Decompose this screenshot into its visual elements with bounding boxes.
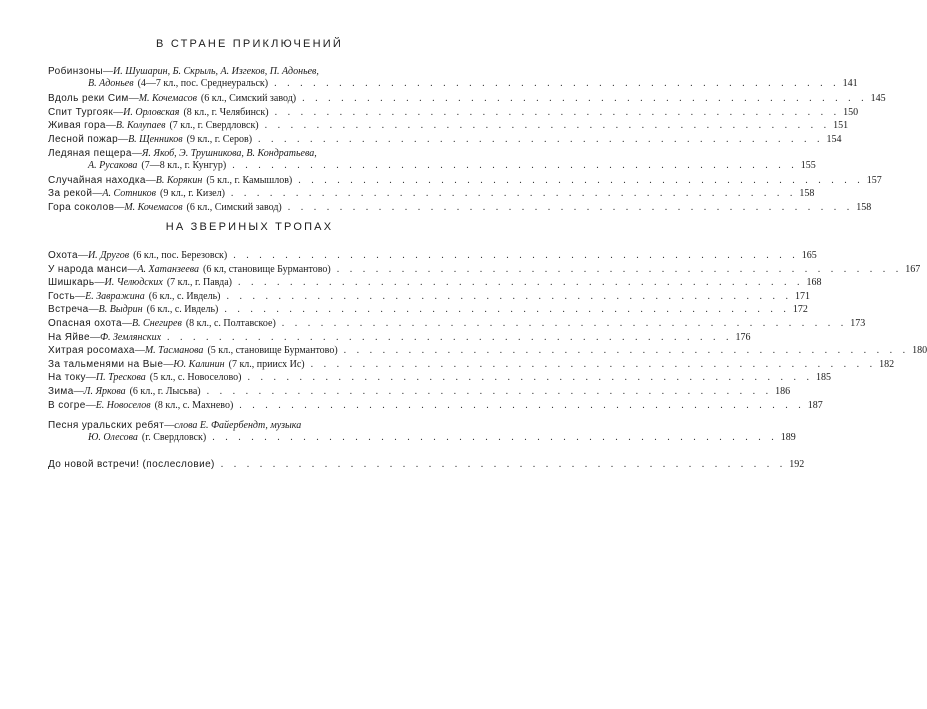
entry-author: А. Русакова <box>88 159 138 171</box>
leader-dots <box>331 264 899 276</box>
toc-entry-line: За тальменями на Вые — Ю. Калинин (7 кл., приисх Ис) . . . 182 <box>48 359 460 371</box>
toc-entry-line: Робинзоны — И. Шушарин, Б. Скрыль, А. Изгеков, П. Адоньев, <box>48 66 319 77</box>
page-number: 180 <box>912 345 927 357</box>
entry-author: А. Сотников <box>102 188 157 200</box>
entry-title: Случайная находка <box>48 174 146 186</box>
page-number: 187 <box>807 399 823 411</box>
leader-dots <box>268 78 836 90</box>
leader-dots <box>221 291 789 303</box>
toc-entry-line: Охота — И. Другов (6 кл., пос. Березовск) . . . 165 <box>48 250 460 262</box>
toc-entry <box>48 372 831 384</box>
toc-entry-line: Хитрая росомаха — М. Тасманова (5 кл., становище Бурмантово) . . . 180 <box>48 345 460 357</box>
page-number: 151 <box>833 120 849 132</box>
entry-title: За тальменями на Вые <box>48 358 164 370</box>
entry-author: В. Адоньев <box>88 78 134 89</box>
toc-entry-line: Шишкарь — И. Челюдских (7 кл., г. Павда) . . . 168 <box>48 277 460 289</box>
toc-entry <box>48 202 872 214</box>
entry-author: Я. Якоб, Э. Трушникова, В. Кондратьева, <box>141 147 317 159</box>
entry-title: Встреча <box>48 304 89 316</box>
entry-details: (4—7 кл., пос. Среднеуральск) <box>137 78 269 89</box>
entry-author: Е. Завражина <box>85 290 145 302</box>
entry-details: (5 кл., становище Бурмантово) <box>207 345 338 357</box>
entry-author: Ю. Олесова <box>88 432 138 443</box>
toc-entry <box>48 399 823 412</box>
page-number: 185 <box>815 372 831 384</box>
entry-author: Е. Новоселов <box>95 399 151 411</box>
entry-details: (6 кл, становище Бурмантово) <box>203 263 331 275</box>
entry-details: (6 кл., Симский завод) <box>186 202 282 213</box>
leader-dots <box>201 386 769 398</box>
entry-title: Лесной пожар <box>48 134 119 145</box>
entry-details: (г. Свердловск) <box>141 432 207 443</box>
page-number: 157 <box>866 174 882 186</box>
toc-entry <box>48 93 886 105</box>
leader-dots <box>276 318 844 330</box>
page-number: 176 <box>735 331 751 343</box>
entry-title: Вдоль реки Сим <box>48 93 129 105</box>
entry-title: Спит Тургояк <box>48 106 114 118</box>
toc-entry-line <box>48 459 805 471</box>
entry-details: (9 кл., г. Серов) <box>186 134 253 145</box>
toc-entry-line: За рекой — А. Сотников (9 кл., г. Кизел) . . . 158 <box>48 188 460 200</box>
page-number: 141 <box>842 78 858 89</box>
leader-dots <box>232 277 800 289</box>
entry-details: (8 кл., г. Челябинск) <box>183 106 269 118</box>
leader-dots <box>215 459 783 471</box>
page-number: 168 <box>806 277 822 289</box>
entry-author: А. Хатанзеева <box>137 263 200 275</box>
entry-details: (7 кл., г. Павда) <box>166 277 232 289</box>
toc-entry <box>48 188 815 200</box>
page-number: 158 <box>856 202 872 213</box>
toc-entry-line: Случайная находка — В. Корякин (5 кл., г. Камышлов) . . . 157 <box>48 175 460 187</box>
toc-entry <box>48 331 751 344</box>
entry-details: (5 кл., с. Новоселово) <box>149 372 242 384</box>
entry-author: И. Челюдских <box>104 277 163 289</box>
toc-entry-line: Гора соколов — М. Кочемасов (6 кл., Симский завод) . . . 158 <box>48 202 460 214</box>
entry-details: (9 кл., г. Кизел) <box>160 188 225 200</box>
page-number: 171 <box>795 290 810 302</box>
page-number: 150 <box>843 106 859 118</box>
entry-author: Ф. Землянских <box>99 331 162 343</box>
toc-entry <box>48 304 808 316</box>
entry-title: В согре <box>48 399 86 411</box>
entry-title: Робинзоны <box>48 66 103 77</box>
entry-title: За рекой <box>48 188 93 200</box>
leader-dots <box>225 188 793 200</box>
leader-dots <box>282 202 850 214</box>
entry-author: М. Кочемасов <box>138 93 197 105</box>
toc-entry-line <box>48 159 816 172</box>
page-number: 192 <box>789 459 805 470</box>
entry-details: (6 кл., с. Ивдель) <box>148 290 221 302</box>
toc-entry <box>48 386 791 398</box>
entry-title: Хитрая росомаха <box>48 345 135 357</box>
toc-entry-line: Встреча — В. Выдрин (6 кл., с. Ивдель) . . . 172 <box>48 304 460 316</box>
entry-title: Шишкарь <box>48 277 95 289</box>
toc-entry <box>48 358 895 371</box>
leader-dots <box>227 250 795 262</box>
entry-author: В. Снегирев <box>131 318 182 329</box>
page-number: 165 <box>801 250 817 261</box>
entry-details: (8 кл., с. Махнево) <box>154 399 234 411</box>
toc-entry-line <box>48 432 796 444</box>
leader-dots <box>233 400 801 412</box>
entry-title: На току <box>48 372 86 384</box>
entry-title: Опасная охота <box>48 318 122 329</box>
leader-dots <box>305 359 873 371</box>
toc-entry-line: Гость — Е. Завражина (6 кл., с. Ивдель) . . . 171 <box>48 291 460 303</box>
entry-title: На Яйве <box>48 331 90 343</box>
page-number: 155 <box>800 159 816 171</box>
page-number: 173 <box>850 318 866 329</box>
entry-title: Гора соколов <box>48 202 115 213</box>
leader-dots <box>206 432 774 444</box>
entry-author: П. Трескова <box>95 372 146 384</box>
entry-details: (5 кл., г. Камышлов) <box>206 174 293 186</box>
section-title-adventures: В СТРАНЕ ПРИКЛЮЧЕНИЙ <box>156 38 343 50</box>
toc-entry <box>48 134 842 146</box>
entry-details: (7 кл., г. Свердловск) <box>169 120 259 132</box>
entry-author: В. Щенников <box>128 134 183 145</box>
page-number: 158 <box>799 188 815 200</box>
leader-dots <box>241 372 809 384</box>
toc-entry <box>48 147 816 172</box>
entry-title: До новой встречи! (послесловие) <box>48 459 215 470</box>
entry-details: (6 кл., с. Ивдель) <box>146 304 219 316</box>
toc-entry-line: На току — П. Трескова (5 кл., с. Новоселово) . . . 185 <box>48 372 460 384</box>
page-number: 182 <box>879 358 895 370</box>
entry-details: (6 кл., пос. Березовск) <box>133 250 228 261</box>
toc-entry <box>48 250 817 262</box>
toc-entry <box>48 174 882 187</box>
entry-author: И. Шушарин, Б. Скрыль, А. Изгеков, П. Адоньев, <box>112 66 319 77</box>
toc-entry-line: У народа манси — А. Хатанзеева (6 кл, становище Бурмантово) . . . 167 <box>48 264 460 276</box>
leader-dots <box>296 93 864 105</box>
toc-entry-line: Опасная охота — В. Снегирев (8 кл., с. Полтавское) . . . 173 <box>48 318 460 330</box>
leader-dots <box>161 332 729 344</box>
page-number: 145 <box>870 93 886 105</box>
entry-title: Песня уральских ребят <box>48 420 165 431</box>
toc-entry-line: Ледяная пещера — Я. Якоб, Э. Трушникова, В. Кондратьева, <box>48 147 317 159</box>
entry-author: Л. Яркова <box>83 386 126 397</box>
leader-dots <box>292 175 860 187</box>
entry-details: (6 кл., г. Лысьва) <box>129 386 201 397</box>
entry-title: Зима <box>48 386 74 397</box>
leader-dots <box>259 120 827 132</box>
entry-author: В. Корякин <box>155 174 203 186</box>
entry-author: М. Тасманова <box>144 345 204 357</box>
toc-entry-line: На Яйве — Ф. Землянских . . . 176 <box>48 332 460 344</box>
entry-title: Живая гора <box>48 120 106 132</box>
page-number: 167 <box>905 263 921 275</box>
entry-author: М. Кочемасов <box>124 202 183 213</box>
toc-entry <box>48 345 927 357</box>
entry-author: В. Колупаев <box>115 120 166 132</box>
toc-entry-line: В согре — Е. Новоселов (8 кл., с. Махнево) . . . 187 <box>48 400 460 412</box>
leader-dots <box>218 304 786 316</box>
toc-entry <box>48 420 796 444</box>
leader-dots <box>252 134 820 146</box>
page-number: 154 <box>826 134 842 145</box>
toc-entry-line: Лесной пожар — В. Щенников (9 кл., г. Серов) . . . 154 <box>48 134 460 146</box>
toc-entry-line: Спит Тургояк — И. Орловская (8 кл., г. Челябинск) . . . 150 <box>48 107 460 119</box>
toc-entry <box>48 66 858 90</box>
entry-author: Ю. Калинин <box>173 358 225 370</box>
entry-author: В. Выдрин <box>98 304 143 316</box>
toc-entry-line: Вдоль реки Сим — М. Кочемасов (6 кл., Симский завод) . . . 145 <box>48 93 460 105</box>
entry-author: И. Орловская <box>123 106 180 118</box>
entry-title: Гость <box>48 290 76 302</box>
toc-entry <box>48 290 810 303</box>
entry-title: У народа манси <box>48 263 128 275</box>
toc-entry-line <box>48 78 858 90</box>
entry-title: Охота <box>48 250 78 261</box>
entry-details: (7—8 кл., г. Кунгур) <box>141 159 227 171</box>
leader-dots <box>226 160 794 172</box>
entry-details: (8 кл., с. Полтавское) <box>185 318 276 329</box>
toc-entry-line: Живая гора — В. Колупаев (7 кл., г. Свердловск) . . . 151 <box>48 120 460 132</box>
section-title-animal-trails: НА ЗВЕРИНЫХ ТРОПАХ <box>165 221 334 233</box>
page-number: 189 <box>780 432 796 443</box>
toc-entry <box>48 106 859 119</box>
leader-dots <box>269 107 837 119</box>
page-number: 186 <box>775 386 791 397</box>
toc-entry <box>48 277 822 289</box>
toc-entry-line: Песня уральских ребят — слова Е. Файербендт, музыка <box>48 420 302 431</box>
toc-entry-line: Зима — Л. Яркова (6 кл., г. Лысьва) . . . 186 <box>48 386 460 398</box>
entry-details: (7 кл., приисх Ис) <box>228 358 305 370</box>
toc-entry <box>48 263 921 276</box>
toc-entry <box>48 459 805 471</box>
entry-author: И. Другов <box>87 250 130 261</box>
toc-entry <box>48 318 866 330</box>
toc-entry <box>48 120 849 132</box>
entry-author: слова Е. Файербендт, музыка <box>174 420 302 431</box>
entry-details: (6 кл., Симский завод) <box>200 93 297 105</box>
leader-dots <box>338 345 906 357</box>
entry-title: Ледяная пещера <box>48 147 132 159</box>
page-number: 172 <box>792 304 808 316</box>
